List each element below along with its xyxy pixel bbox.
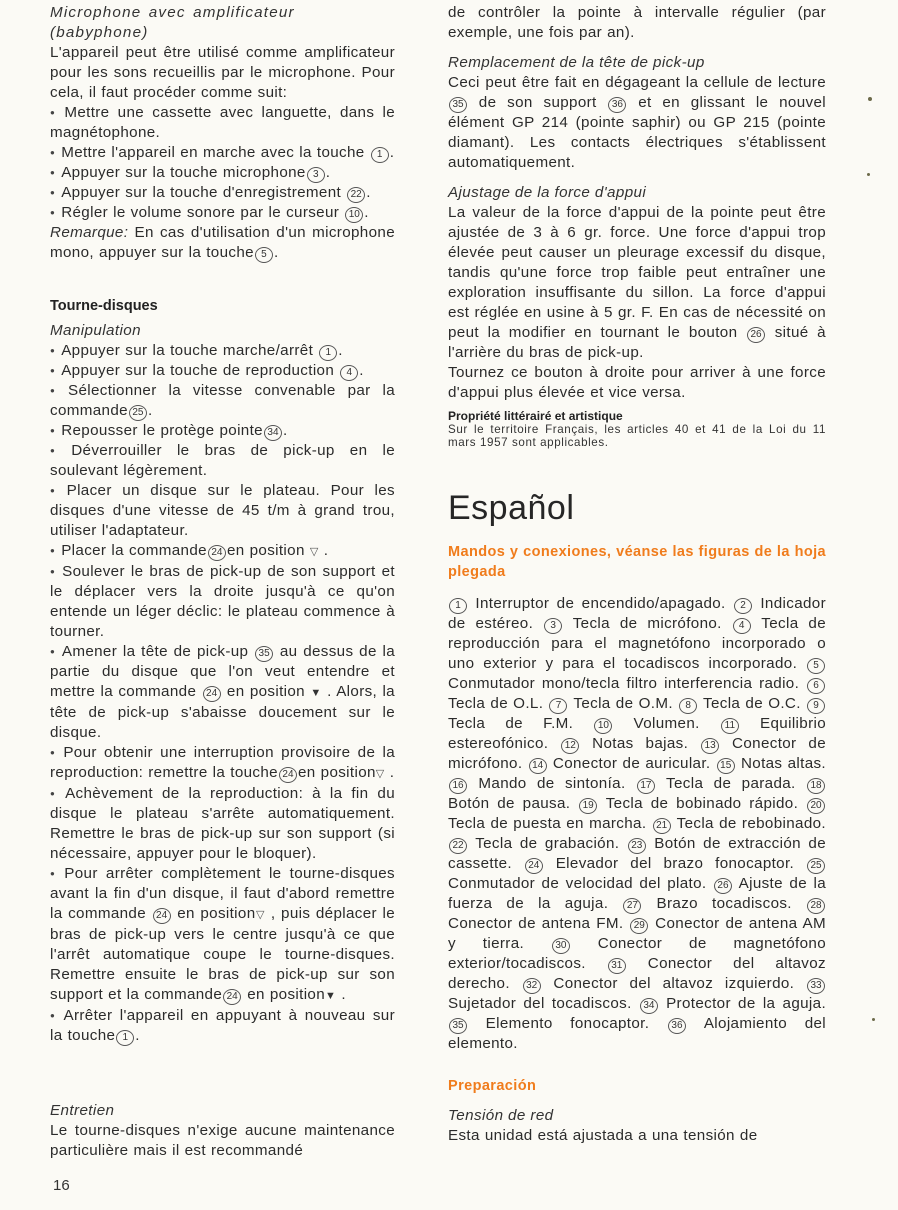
- control-label: Alojamiento del elemento.: [448, 1015, 827, 1052]
- filled-triangle-icon: ▼: [310, 687, 322, 699]
- control-label: Brazo tocadiscos.: [642, 895, 806, 912]
- spanish-section: [448, 488, 826, 1146]
- control-number: 27: [623, 898, 641, 914]
- control-number: 3: [544, 618, 562, 634]
- control-number: 7: [549, 698, 567, 714]
- copyright-title: Propriété littérairé et artistique: [448, 409, 623, 423]
- control-number: 5: [807, 658, 825, 674]
- control-label: Botón de extracción de cassette.: [448, 835, 826, 872]
- control-number: 12: [561, 738, 579, 754]
- preparation-heading: Preparación: [448, 1078, 537, 1094]
- control-label: Tecla de bobinado rápido.: [598, 795, 806, 812]
- control-label: Tecla de O.L.: [448, 695, 549, 712]
- babyphone-step: ● Appuyer sur la touche d'enregistrement 22 .: [50, 183, 395, 203]
- open-triangle-icon: ▽: [309, 546, 319, 558]
- control-label: Tecla de parada.: [655, 775, 807, 792]
- mains-voltage-text: Esta unidad está ajustada a una tensión de: [448, 1127, 758, 1144]
- control-label: Mando de sintonía.: [468, 775, 636, 792]
- control-label: Conector de auricular.: [547, 755, 716, 772]
- turntable-step: ● Achèvement de la reproduction: à la fin du disque le plateau s'arrête automatiquement. Remettre le bras de pick-up sur son support (si nécessaire, appuyer pour le bloquer).: [50, 784, 395, 864]
- control-number: 17: [637, 778, 655, 794]
- paper-speck: [867, 173, 870, 176]
- control-number: 15: [717, 758, 735, 774]
- control-label: Tecla de reproducción para el magnetófono incorporado o uno exterior y para el tocadiscos incorporado.: [448, 615, 826, 672]
- copyright-text: Sur le territoire Français, les articles 40 et 41 de la Loi du 11 mars 1957 sont applicables.: [448, 423, 826, 449]
- control-label: Conector de antena AM y tierra.: [448, 915, 826, 952]
- paper-speck: [872, 1018, 875, 1021]
- control-label: Tecla de F.M.: [448, 715, 594, 732]
- turntable-step: ● Appuyer sur la touche de reproduction 4 .: [50, 361, 395, 381]
- turntable-step: ● Pour obtenir une interruption provisoire de la reproduction: remettre la touche 24 en position▽ .: [50, 743, 395, 784]
- turntable-section: [50, 296, 395, 1046]
- babyphone-step: ● Régler le volume sonore par le curseur 10 .: [50, 203, 395, 223]
- control-label: Tecla de O.C.: [698, 695, 807, 712]
- ref-circle: 10: [345, 207, 363, 223]
- turntable-step: ● Sélectionner la vitesse convenable par la commande 25 .: [50, 381, 395, 421]
- force-heading: Ajustage de la force d'appui: [448, 184, 647, 201]
- control-label: Notas bajas.: [580, 735, 701, 752]
- control-number: 9: [807, 698, 825, 714]
- control-number: 18: [807, 778, 825, 794]
- control-number: 30: [552, 938, 570, 954]
- control-label: Conmutador de velocidad del plato.: [448, 875, 713, 892]
- maintenance-section: [50, 1101, 395, 1161]
- ref-circle: 1: [371, 147, 389, 163]
- control-number: 36: [668, 1018, 686, 1034]
- control-number: 4: [733, 618, 751, 634]
- ref-circle: 22: [347, 187, 365, 203]
- control-label: Conmutador mono/tecla filtro interferencia radio.: [448, 675, 806, 692]
- babyphone-section: [50, 3, 395, 263]
- turntable-heading: Tourne-disques: [50, 298, 158, 314]
- ref-circle: 3: [307, 167, 325, 183]
- control-number: 25: [807, 858, 825, 874]
- control-number: 2: [734, 598, 752, 614]
- controls-list: [448, 594, 826, 1054]
- control-label: Tecla de O.M.: [568, 695, 679, 712]
- control-number: 14: [529, 758, 547, 774]
- right-top: [448, 3, 826, 449]
- replacement-heading: Remplacement de la tête de pick-up: [448, 54, 705, 71]
- control-label: Botón de pausa.: [448, 795, 579, 812]
- babyphone-step: ● Mettre une cassette avec languette, dans le magnétophone.: [50, 103, 395, 143]
- babyphone-title: Microphone avec amplificateur (babyphone): [50, 4, 295, 41]
- replacement-text: Ceci peut être fait en dégageant la cellule de lecture 35 de son support 36 et en glissant le nouvel élément GP 214 (pointe saphir) ou GP 215 (pointe diamant). Les contacts électriques s'établissent automatiquement.: [448, 74, 826, 171]
- manipulation-subheading: Manipulation: [50, 322, 141, 339]
- turntable-step: ● Repousser le protège pointe 34 .: [50, 421, 395, 441]
- turntable-step: ● Placer un disque sur le plateau. Pour les disques d'une vitesse de 45 t/m à grand trou, utiliser l'adaptateur.: [50, 481, 395, 541]
- control-number: 32: [523, 978, 541, 994]
- control-label: Volumen.: [613, 715, 720, 732]
- control-number: 26: [714, 878, 732, 894]
- control-number: 23: [628, 838, 646, 854]
- control-number: 11: [721, 718, 739, 734]
- babyphone-step: ● Appuyer sur la touche microphone 3 .: [50, 163, 395, 183]
- control-label: Elemento fonocaptor.: [468, 1015, 667, 1032]
- control-number: 35: [449, 1018, 467, 1034]
- control-number: 1: [449, 598, 467, 614]
- turntable-step: ● Placer la commande 24 en position ▽ .: [50, 541, 395, 562]
- control-number: 13: [701, 738, 719, 754]
- force-text-2: Tournez ce bouton à droite pour arriver à une force d'appui plus élevée et vice versa.: [448, 364, 826, 401]
- control-label: Conector de magnetófono exterior/tocadiscos.: [448, 935, 826, 972]
- controls-heading: Mandos y conexiones, véanse las figuras de la hoja plegada: [448, 544, 826, 580]
- turntable-step: ● Appuyer sur la touche marche/arrêt 1 .: [50, 341, 395, 361]
- control-label: Tecla de micrófono.: [563, 615, 732, 632]
- control-number: 6: [807, 678, 825, 694]
- control-number: 16: [449, 778, 467, 794]
- control-label: Indicador de estéreo.: [448, 595, 826, 632]
- control-label: Tecla de rebobinado.: [671, 815, 826, 832]
- control-number: 19: [579, 798, 597, 814]
- control-number: 33: [807, 978, 825, 994]
- control-number: 28: [807, 898, 825, 914]
- control-number: 21: [653, 818, 671, 834]
- control-label: Sujetador del tocadiscos.: [448, 995, 639, 1012]
- control-number: 10: [594, 718, 612, 734]
- turntable-step: ● Arrêter l'appareil en appuyant à nouveau sur la touche 1 .: [50, 1006, 395, 1046]
- control-number: 8: [679, 698, 697, 714]
- filled-triangle-icon: ▼: [325, 990, 337, 1002]
- turntable-step: ● Amener la tête de pick-up 35 au dessus de la partie du disque que l'on veut entendre et mettre la commande 24 en position ▼ . Alors, la tête de pick-up s'abaisse doucement sur le disque.: [50, 642, 395, 743]
- control-label: Conector de micrófono.: [448, 735, 826, 772]
- control-label: Equilibrio estereofónico.: [448, 715, 826, 752]
- control-number: 22: [449, 838, 467, 854]
- control-label: Protector de la aguja.: [658, 995, 827, 1012]
- force-text: La valeur de la force d'appui de la pointe peut être ajustée de 3 à 6 gr. force. Une force d'appui trop élevée peut causer un pleurage excessif du disque, tandis qu'une force trop faible peut entraîner une exploration insuffisante du sillon. La force d'appui est réglée en usine à 5 gr. F. En cas de nécessité on peut la modifier en tournant le bouton 26 situé à l'arrière du bras de pick-up.: [448, 204, 826, 361]
- control-label: Elevador del brazo fonocaptor.: [543, 855, 806, 872]
- babyphone-intro: L'appareil peut être utilisé comme amplificateur pour les sons recueillis par le microphone. Pour cela, il faut procéder comme suit:: [50, 44, 395, 101]
- open-triangle-icon: ▽: [375, 768, 385, 780]
- turntable-step: ● Soulever le bras de pick-up de son support et le déplacer vers la droite jusqu'à ce qu'on entende un léger déclic: le plateau commence à tourner.: [50, 562, 395, 642]
- control-label: Notas altas.: [735, 755, 827, 772]
- mains-voltage-heading: Tensión de red: [448, 1107, 554, 1124]
- control-number: 34: [640, 998, 658, 1014]
- control-label: Conector del altavoz derecho.: [448, 955, 826, 992]
- maintenance-text: Le tourne-disques n'exige aucune maintenance particulière mais il est recommandé: [50, 1122, 395, 1159]
- turntable-step: ● Pour arrêter complètement le tourne-disques avant la fin d'un disque, il faut d'abord remettre la commande 24 en position▽ , puis déplacer le bras de pick-up vers le centre jusqu'à ce que l'arrêt automatique coupe le tourne-disques. Remettre ensuite le bras de pick-up sur son support et la commande 24 en position▼ .: [50, 864, 395, 1006]
- babyphone-remark: Remarque: En cas d'utilisation d'un microphone mono, appuyer sur la touche 5 .: [50, 224, 395, 261]
- maintenance-continued: de contrôler la pointe à intervalle régulier (par exemple, une fois par an).: [448, 4, 826, 41]
- paper-speck: [868, 97, 872, 101]
- turntable-step: ● Déverrouiller le bras de pick-up en le soulevant légèrement.: [50, 441, 395, 481]
- control-label: Conector de antena FM.: [448, 915, 630, 932]
- control-label: Tecla de puesta en marcha.: [448, 815, 652, 832]
- control-label: Tecla de grabación.: [468, 835, 627, 852]
- page-number: 16: [53, 1177, 70, 1194]
- control-number: 31: [608, 958, 626, 974]
- control-label: Interruptor de encendido/apagado.: [468, 595, 733, 612]
- babyphone-step: ● Mettre l'appareil en marche avec la touche 1 .: [50, 143, 395, 163]
- control-number: 24: [525, 858, 543, 874]
- maintenance-heading: Entretien: [50, 1102, 115, 1119]
- ref-circle: 5: [255, 247, 273, 263]
- control-label: Ajuste de la fuerza de la aguja.: [448, 875, 826, 912]
- language-heading: Español: [448, 489, 575, 527]
- control-number: 29: [630, 918, 648, 934]
- control-label: Conector del altavoz izquierdo.: [541, 975, 806, 992]
- open-triangle-icon: ▽: [255, 909, 266, 921]
- control-number: 20: [807, 798, 825, 814]
